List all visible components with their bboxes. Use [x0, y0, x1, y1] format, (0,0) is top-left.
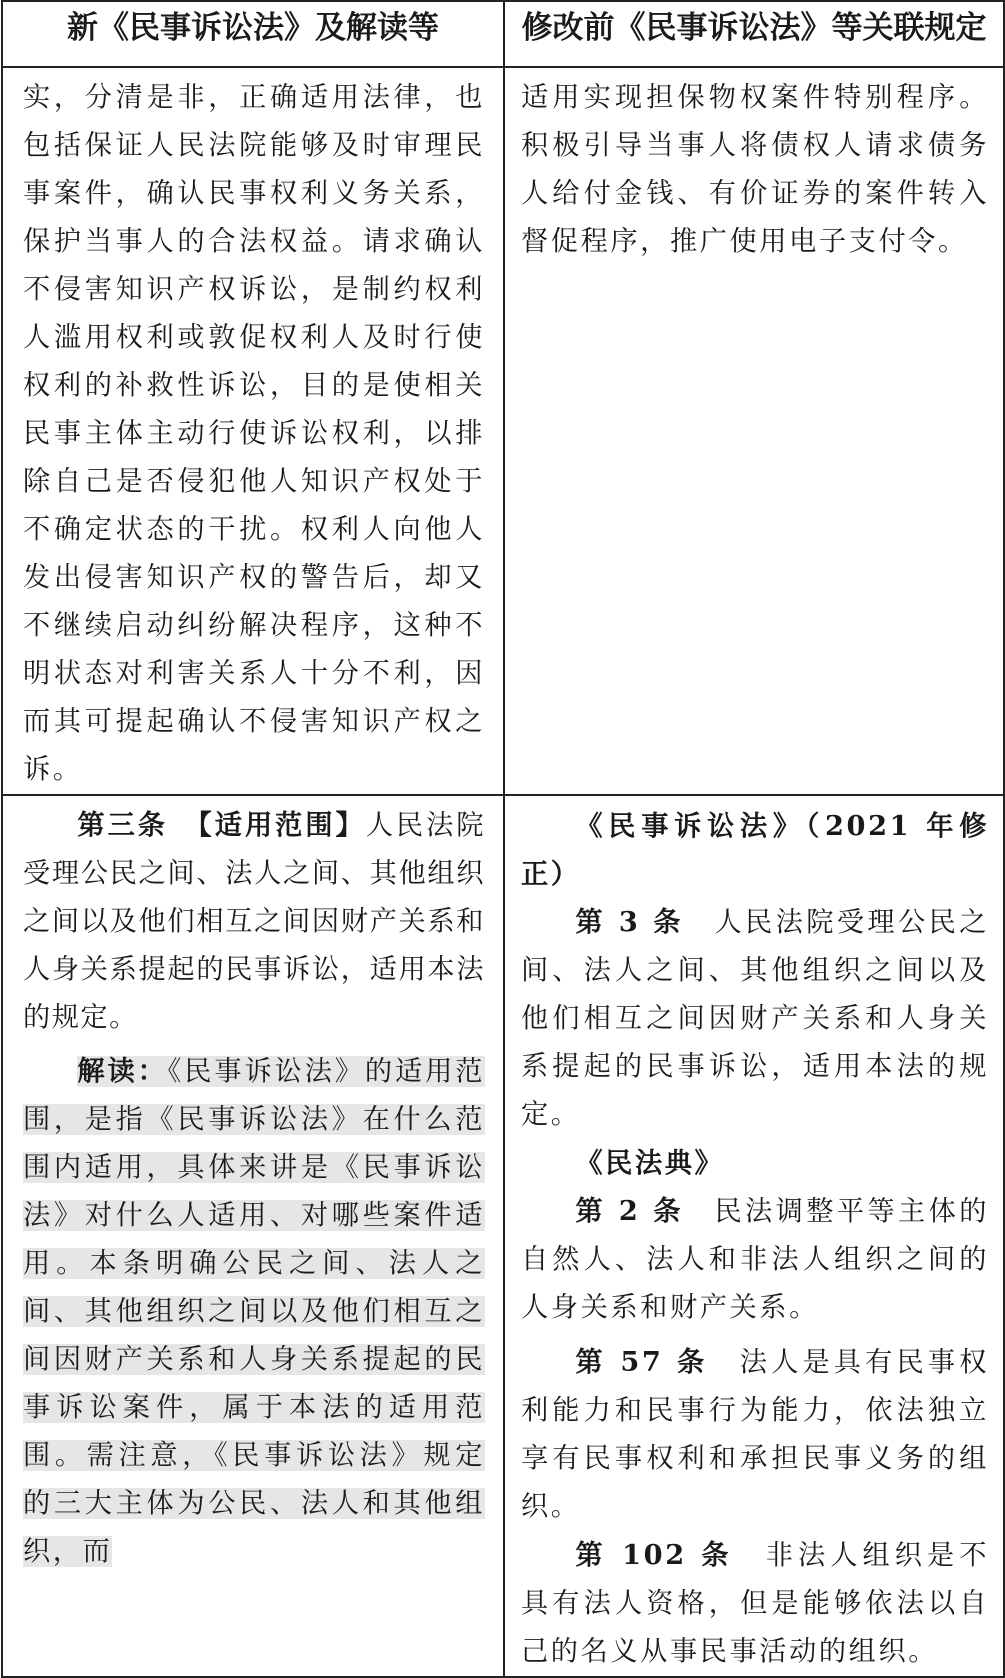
article-label: 第三条 【适用范围】 — [77, 810, 366, 841]
article-3-entry — [521, 898, 989, 1139]
article-3-label: 第 3 条 — [575, 906, 715, 938]
row1-left-cell — [2, 67, 504, 795]
header-left: 新《民事诉讼法》及解读等 — [2, 1, 504, 67]
row2-right-cell — [504, 795, 1004, 1677]
article-102-label: 第 102 条 — [575, 1539, 766, 1571]
law-title-civil-code: 《民法典》 — [575, 1147, 725, 1179]
row1-right-cell — [504, 67, 1004, 795]
article-57-entry — [521, 1338, 989, 1531]
article-2-entry — [521, 1187, 989, 1332]
interpretation-text: 《民事诉讼法》的适用范围，是指《民事诉讼法》在什么范围内适用，具体来讲是《民事诉讼法》对什么人适用、对哪些案件适用。本条明确公民之间、法人之间、其他组织之间以及他们相互之间因财产关系和人身关系提起的民事诉讼案件，属于本法的适用范围。需注意，《民事诉讼法》规定的三大主体为公民、法人和其他组织，而 — [23, 1056, 485, 1567]
article-57-text: 法人是具有民事权利能力和民事行为能力，依法独立享有民事权利和承担民事义务的组织。 — [521, 1347, 989, 1522]
article-2-text: 民法调整平等主体的自然人、法人和非法人组织之间的人身关系和财产关系。 — [521, 1196, 990, 1323]
table-row — [2, 67, 1004, 795]
header-right: 修改前《民事诉讼法》等关联规定 — [504, 1, 1004, 67]
article-3-text: 人民法院受理公民之间、法人之间、其他组织之间以及他们相互之间因财产关系和人身关系提起的民事诉讼，适用本法的规定。 — [521, 907, 990, 1130]
law-title-civil-procedure: 《民事诉讼法》（2021 年修正） — [521, 810, 989, 890]
article-102-text: 非法人组织是不具有法人资格，但是能够依法以自己的名义从事民事活动的组织。 — [521, 1540, 990, 1667]
interpretation-paragraph — [23, 1048, 485, 1576]
header-row — [2, 1, 1004, 67]
article-57-label: 第 57 条 — [575, 1346, 740, 1378]
table-row — [2, 795, 1004, 1677]
article-text: 人民法院受理公民之间、法人之间、其他组织之间以及他们相互之间因财产关系和人身关系提起的民事诉讼，适用本法的规定。 — [23, 810, 485, 1033]
article-102-entry — [521, 1531, 989, 1676]
article-2-label: 第 2 条 — [575, 1195, 715, 1227]
article-3-paragraph — [23, 802, 485, 1042]
law-comparison-table — [1, 0, 1005, 1678]
row2-left-cell — [2, 795, 504, 1677]
interpretation-continued: 实，分清是非，正确适用法律，也包括保证人民法院能够及时审理民事案件，确认民事权利义务关系，保护当事人的合法权益。请求确认不侵害知识产权诉讼，是制约权利人滥用权利或敦促权利人及时行使权利的补救性诉讼，目的是使相关民事主体主动行使诉讼权利，以排除自己是否侵犯他人知识产权处于不确定状态的干扰。权利人向他人发出侵害知识产权的警告后，却又不继续启动纠纷解决程序，这种不明状态对利害关系人十分不利，因而其可提起确认不侵害知识产权之诉。 — [23, 82, 485, 785]
related-rule-continued: 适用实现担保物权案件特别程序。积极引导当事人将债权人请求债务人给付金钱、有价证券的案件转入督促程序，推广使用电子支付令。 — [521, 82, 989, 257]
interpretation-label: 解读： — [77, 1056, 168, 1087]
